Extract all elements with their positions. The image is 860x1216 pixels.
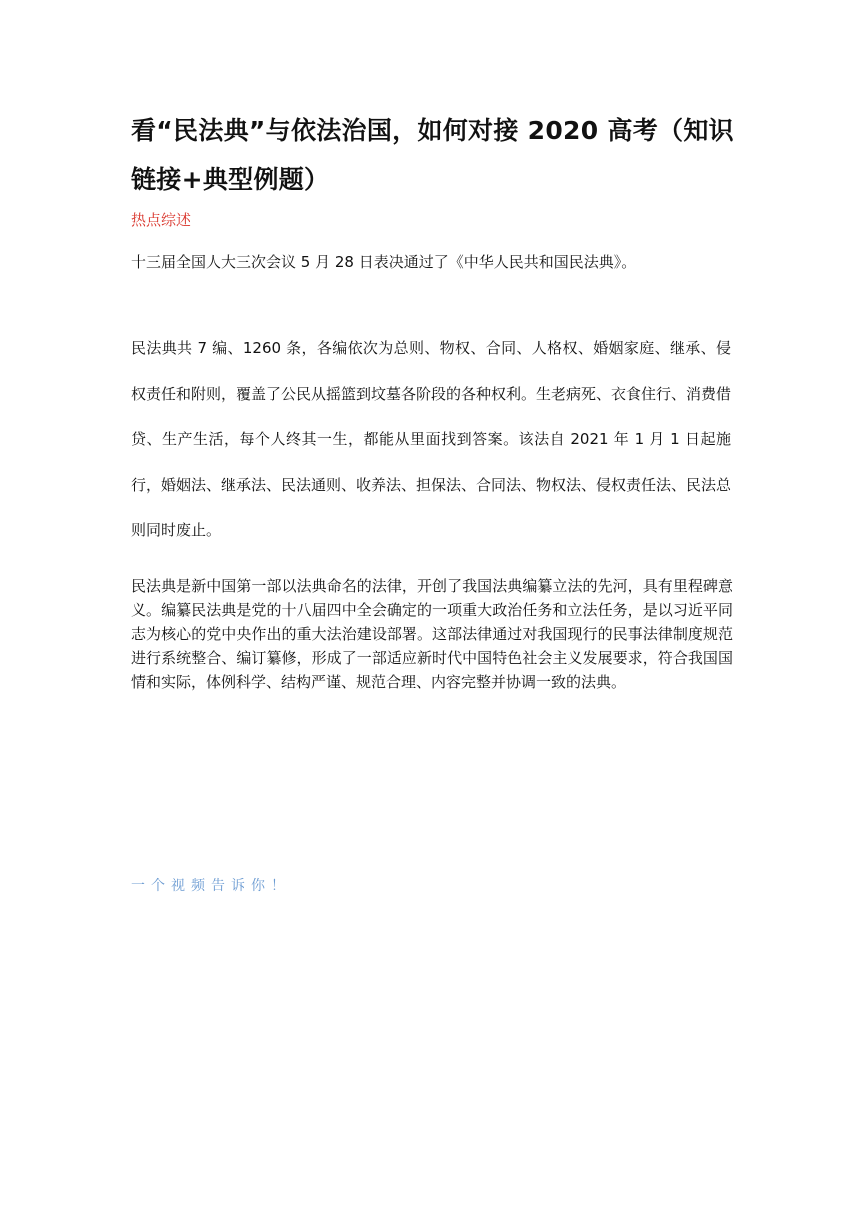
section-label: 热点综述 bbox=[131, 211, 192, 229]
video-prompt-text: 一个视频告诉你！ bbox=[131, 878, 291, 894]
page-title: 看“民法典”与依法治国，如何对接 2020 高考（知识链接+典型例题） bbox=[131, 116, 734, 194]
serif-paragraph: 民法典是新中国第一部以法典命名的法律，开创了我国法典编纂立法的先河，具有里程碑意义。编纂民法典是党的十八届四中全会确定的一项重大政治任务和立法任务，是以习近平同志为核心的党中央作出的重大法治建设部署。这部法律通过对我国现行的民事法律制度规范进行系统整合、编订纂修，形成了一部适应新时代中国特色社会主义发展要求，符合我国国情和实际，体例科学、结构严谨、规范合理、内容完整并协调一致的法典。 bbox=[131, 577, 733, 691]
body-paragraph: 民法典共 7 编、1260 条，各编依次为总则、物权、合同、人格权、婚姻家庭、继承、侵权责任和附则，覆盖了公民从摇篮到坟墓各阶段的各种权利。生老病死、衣食住行、消费借贷、生产生活，每个人终其一生，都能从里面找到答案。该法自 2021 年 1 月 1 日起施行，婚姻法、继承法、民法通则、收养法、担保法、合同法、物权法、侵权责任法、民法总则同时废止。 bbox=[131, 339, 732, 539]
lead-sentence: 十三届全国人大三次会议 5 月 28 日表决通过了《中华人民共和国民法典》。 bbox=[131, 253, 637, 271]
